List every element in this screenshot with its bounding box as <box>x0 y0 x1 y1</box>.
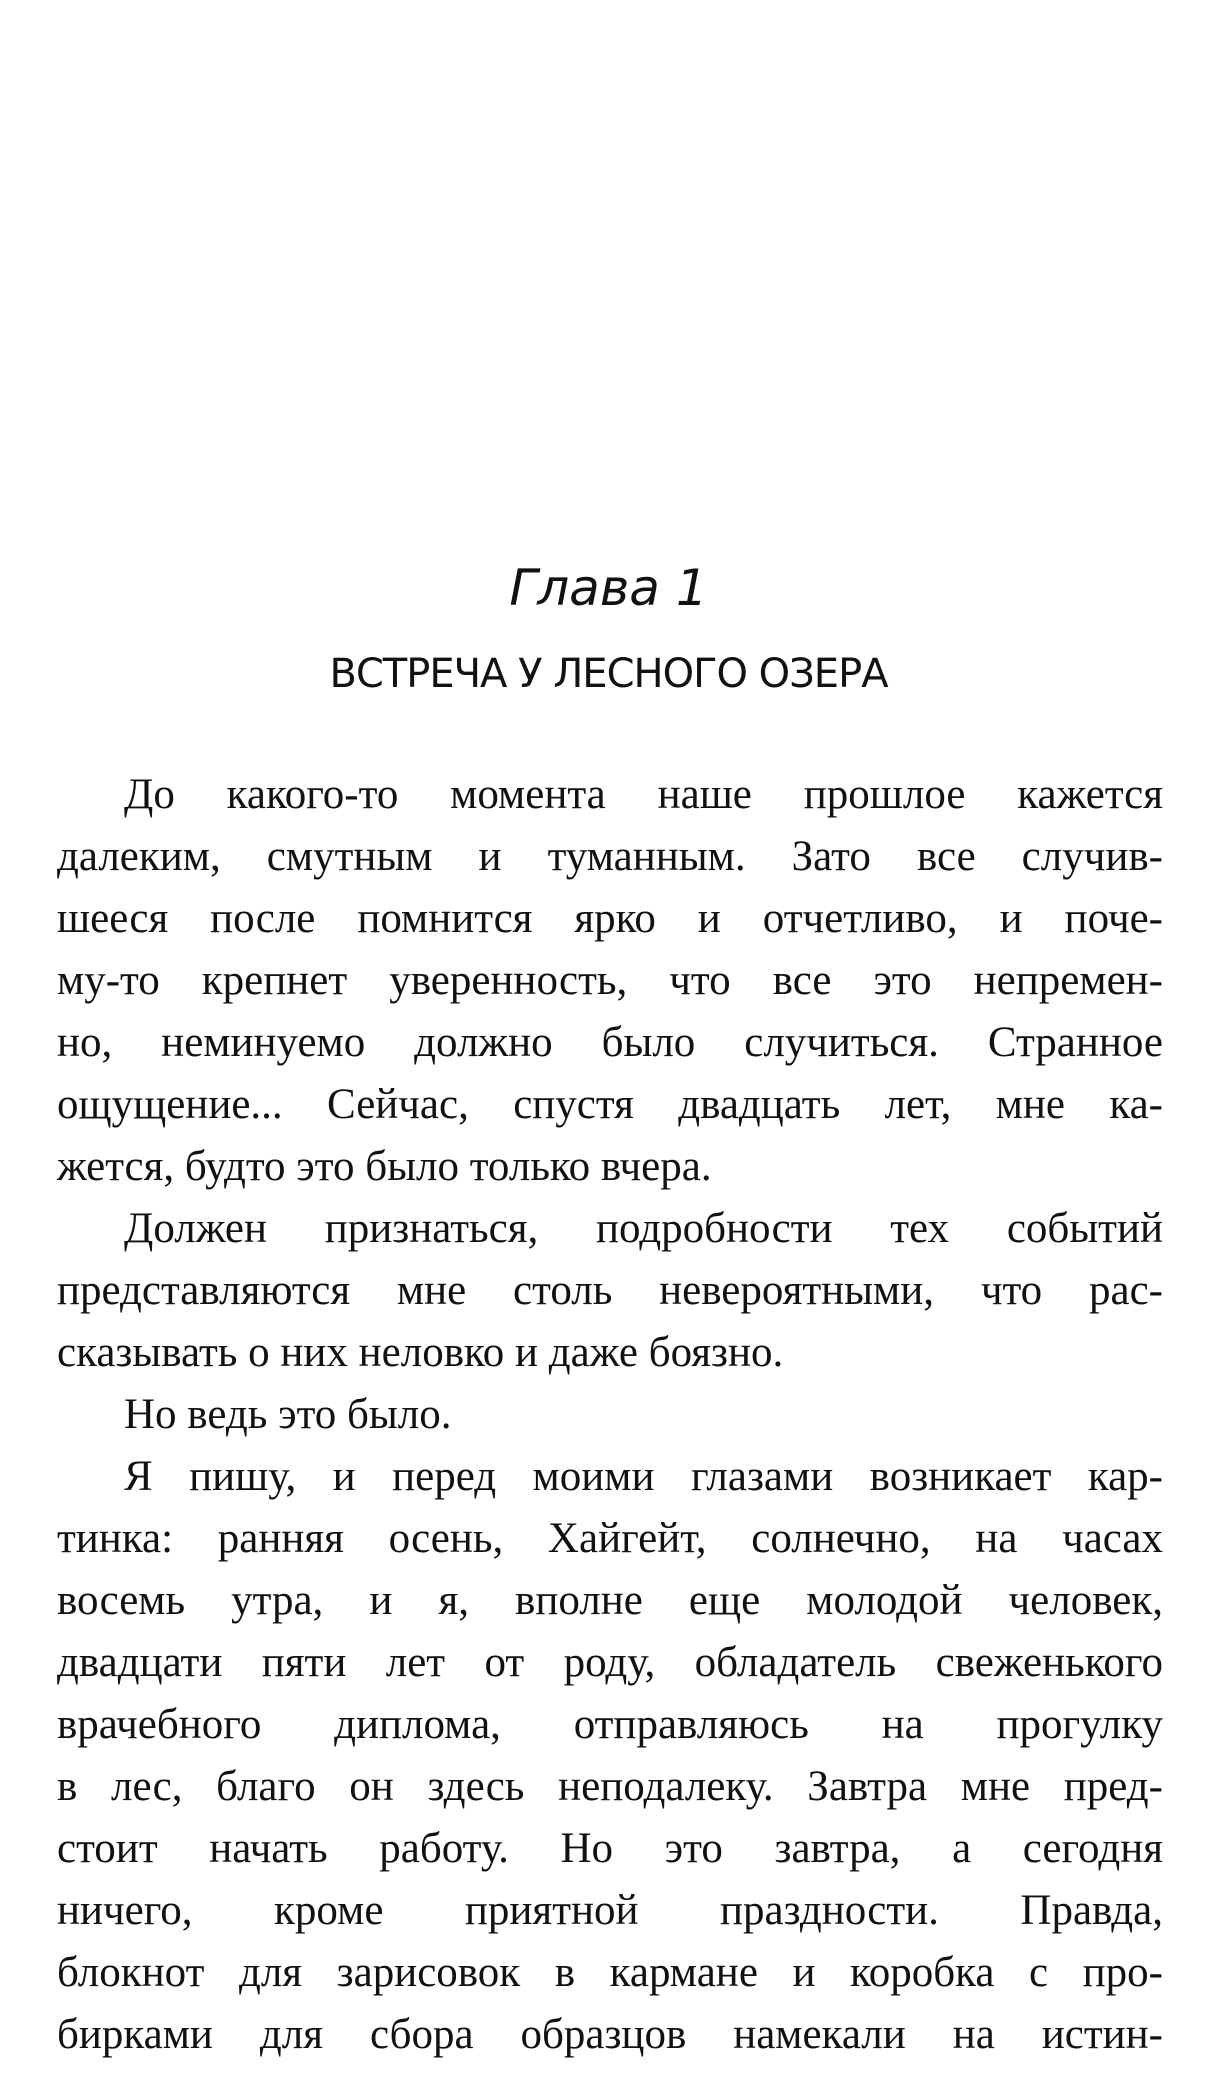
text-line: но, неминуемо должно было случиться. Странное <box>57 1019 1163 1066</box>
text-line: двадцати пяти лет от роду, обладатель свеженького <box>57 1639 1163 1686</box>
chapter-number: Глава 1 <box>509 559 708 617</box>
text-line: бирками для сбора образцов намекали на истин- <box>57 2011 1163 2058</box>
text-line: шееся после помнится ярко и отчетливо, и поче- <box>57 895 1163 942</box>
text-line: ощущение... Сейчас, спустя двадцать лет, мне ка- <box>57 1081 1163 1128</box>
text-line: в лес, благо он здесь неподалеку. Завтра мне пред- <box>57 1763 1163 1810</box>
text-line: Но ведь это было. <box>124 1391 452 1438</box>
text-line: тинка: ранняя осень, Хайгейт, солнечно, на часах <box>57 1515 1163 1562</box>
text-line: ничего, кроме приятной праздности. Правда, <box>57 1887 1163 1934</box>
text-line: жется, будто это было только вчера. <box>57 1143 712 1190</box>
chapter-title: ВСТРЕЧА У ЛЕСНОГО ОЗЕРА <box>329 651 888 697</box>
text-line: врачебного диплома, отправляюсь на прогулку <box>57 1701 1163 1748</box>
text-line: сказывать о них неловко и даже боязно. <box>57 1329 784 1376</box>
text-line: восемь утра, и я, вполне еще молодой человек, <box>57 1577 1163 1624</box>
chapter-body <box>57 764 1163 2066</box>
text-line: му-то крепнет уверенность, что все это непремен- <box>57 957 1163 1004</box>
text-line: представляются мне столь невероятными, что рас- <box>57 1267 1163 1314</box>
text-line: Я пишу, и перед моими глазами возникает кар- <box>124 1453 1163 1500</box>
text-line: Должен признаться, подробности тех событий <box>124 1205 1163 1252</box>
text-line: До какого-то момента наше прошлое кажется <box>124 771 1163 818</box>
text-line: стоит начать работу. Но это завтра, а сегодня <box>57 1825 1163 1872</box>
text-line: далеким, смутным и туманным. Зато все случив- <box>57 833 1163 880</box>
text-line: блокнот для зарисовок в кармане и коробка с про- <box>57 1949 1163 1996</box>
